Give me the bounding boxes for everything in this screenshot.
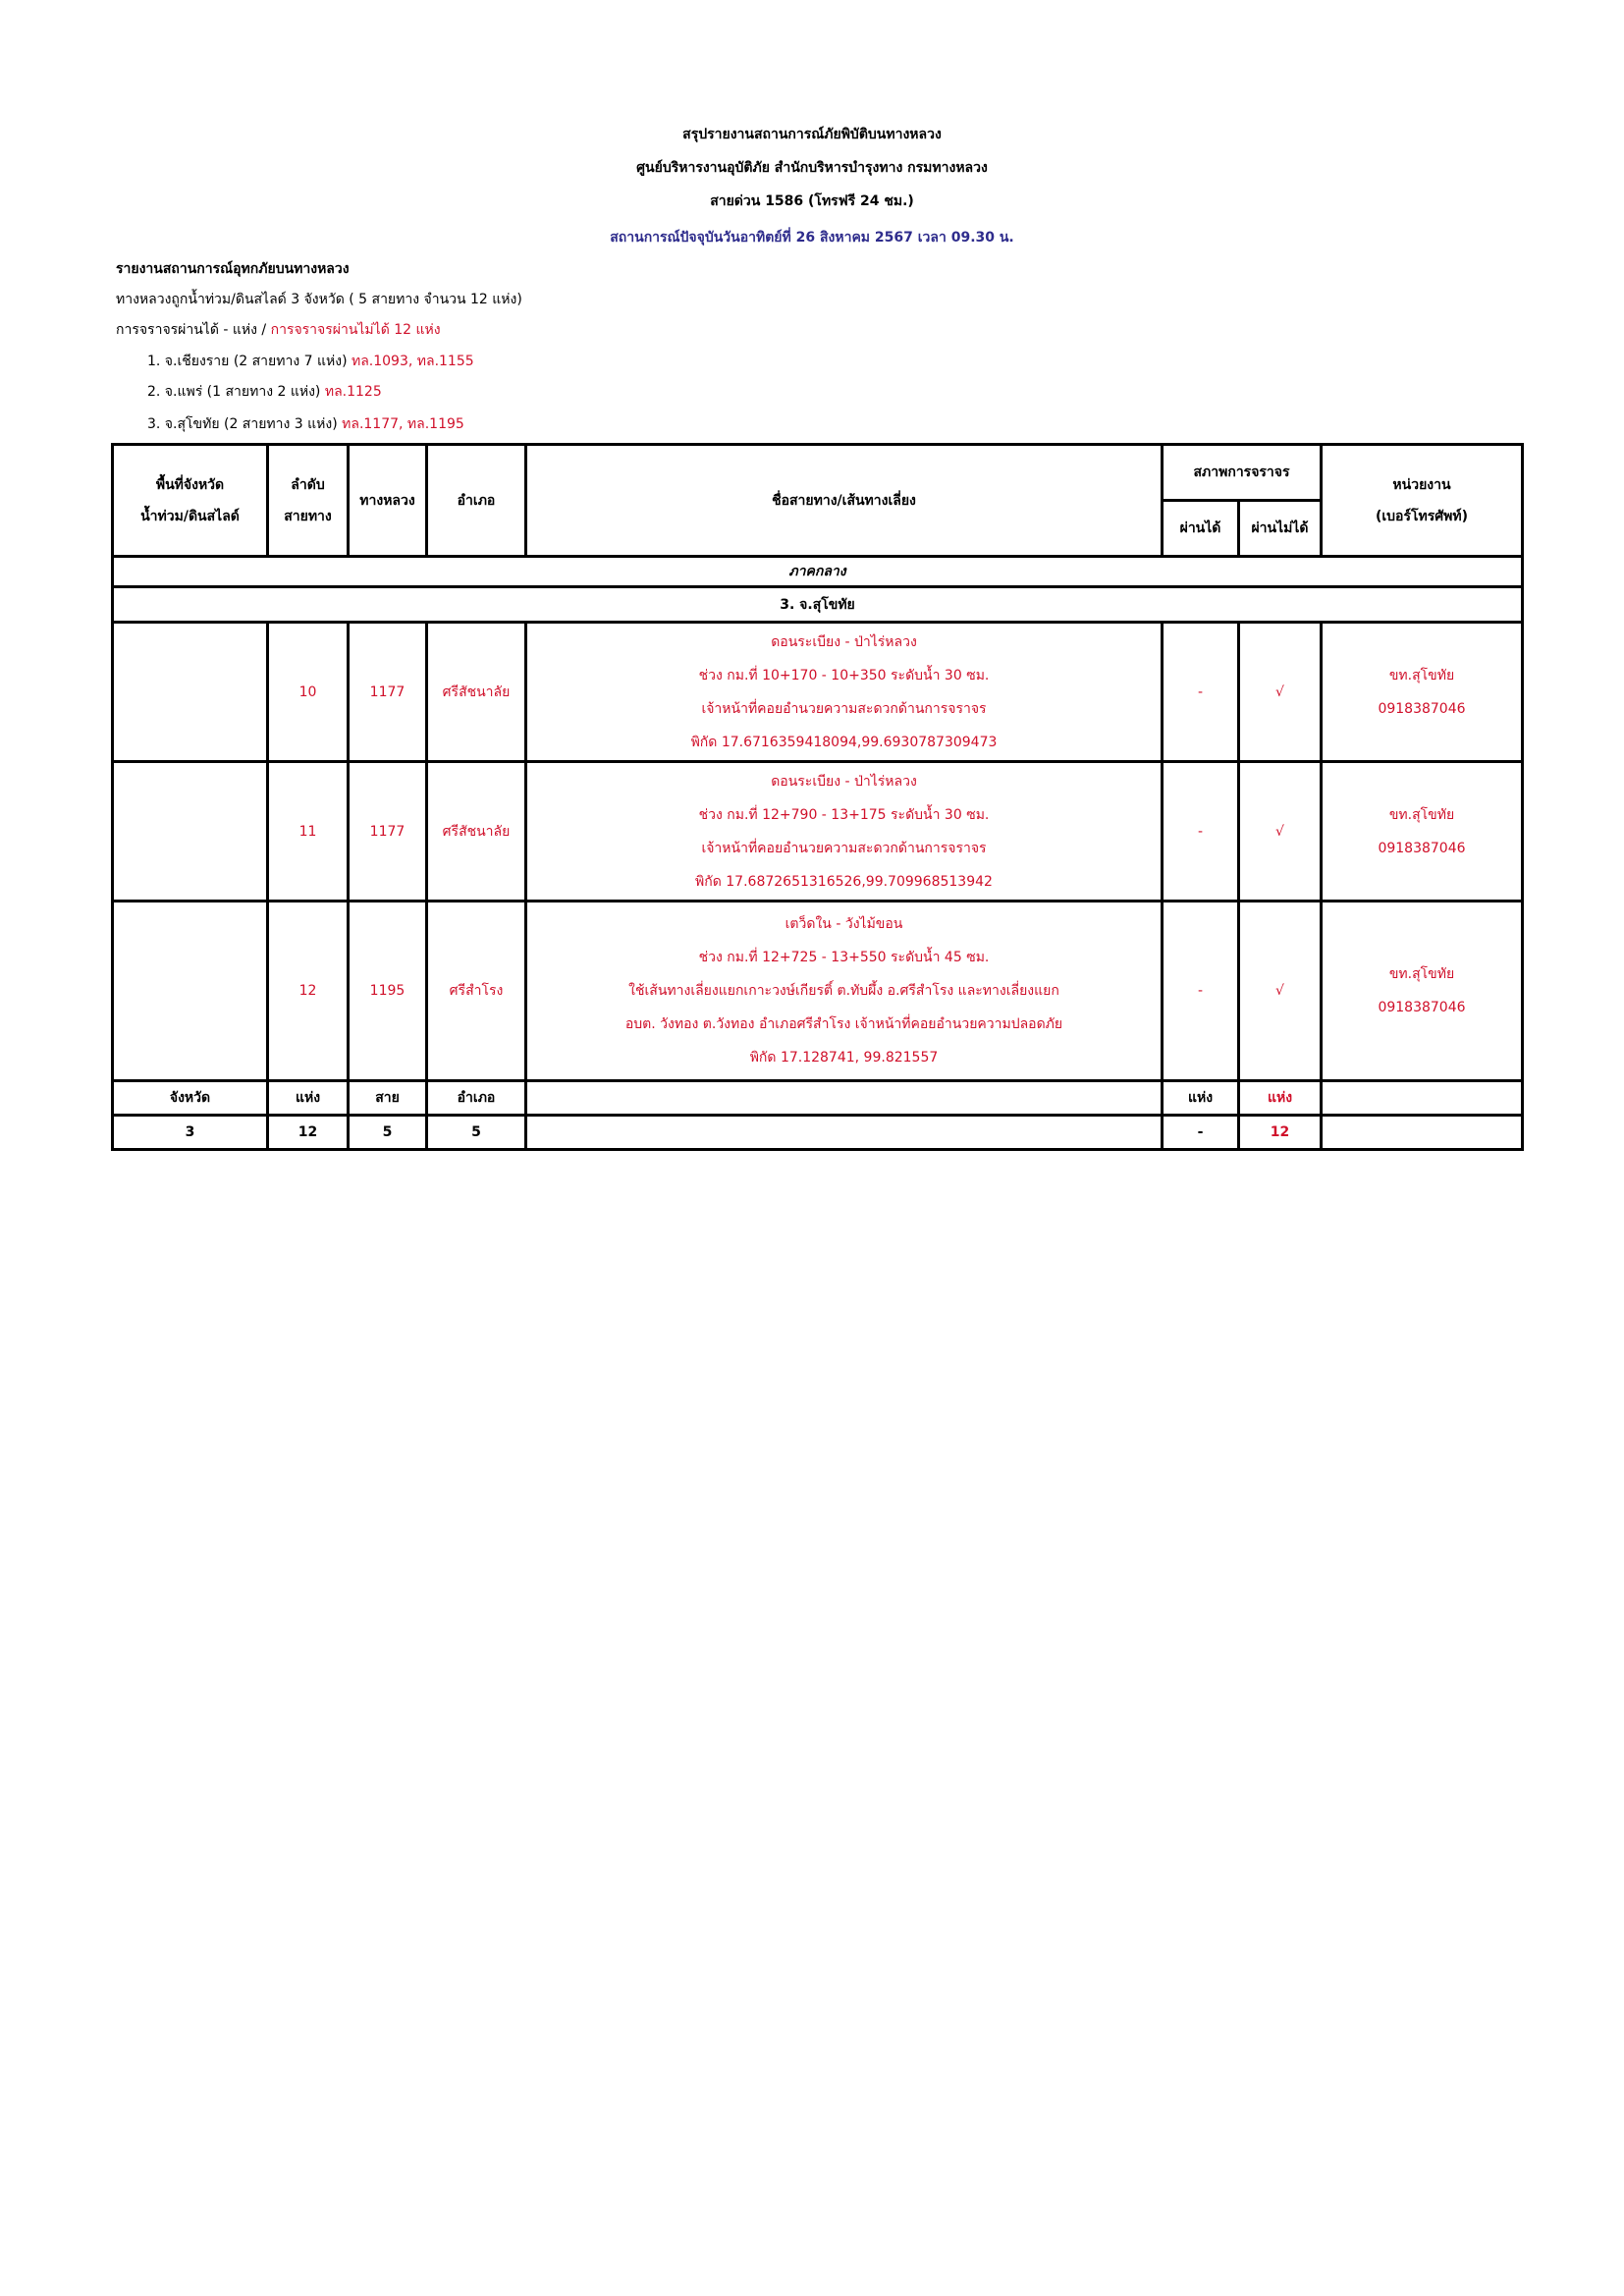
table-row (113, 762, 1523, 902)
cell-route: เตว็ดใน - วังไม้ขอน ช่วง กม.ที่ 12+725 - 13+550 ระดับน้ำ 45 ซม. ใช้เส้นทางเลี่ยงแยกเกาะวงษ์เกียรติ์ ต.ทับผึ้ง อ.ศรีสำโรง และทางเลี่ยงแยก อบต. วังทอง ต.วังทอง อำเภอศรีสำโรง เจ้าหน้าที่คอยอำนวยความปลอดภัย พิกัด 17.128741, 99.821557 (526, 902, 1163, 1081)
hotline: สายด่วน 1586 (โทรฟรี 24 ชม.) (710, 193, 914, 209)
total-label-blank (526, 1081, 1163, 1116)
cell-highway: 1177 (349, 623, 427, 762)
cell-district: ศรีสัชนาลัย (427, 623, 526, 762)
province-summary-item (147, 413, 464, 435)
cell-district: ศรีสำโรง (427, 902, 526, 1081)
cell-area (113, 762, 268, 902)
cell-district: ศรีสัชนาลัย (427, 762, 526, 902)
cell-nopass: √ (1239, 623, 1322, 762)
total-label-unit (1322, 1081, 1523, 1116)
header-seq: ลำดับ สายทาง (268, 445, 349, 557)
report-subtitle: ศูนย์บริหารงานอุบัติภัย สำนักบริหารบำรุงทาง กรมทางหลวง (636, 160, 988, 176)
total-pass: - (1163, 1116, 1239, 1150)
province-summary-roads: ทล.1125 (324, 384, 382, 400)
total-nopass: 12 (1239, 1116, 1322, 1150)
header-area: พื้นที่จังหวัด น้ำท่วม/ดินสไลด์ (113, 445, 268, 557)
cell-route: ดอนระเบียง - ป่าไร่หลวง ช่วง กม.ที่ 12+790 - 13+175 ระดับน้ำ 30 ซม. เจ้าหน้าที่คอยอำนวยความสะดวกด้านการจราจร พิกัด 17.6872651316526,99.709968513942 (526, 762, 1163, 902)
region-label: ภาคกลาง (113, 557, 1523, 587)
summary-passable: การจราจรผ่านได้ - แห่ง / (116, 322, 271, 338)
total-label-nopass: แห่ง (1239, 1081, 1322, 1116)
header-route: ชื่อสายทาง/เส้นทางเลี่ยง (526, 445, 1163, 557)
header-unit: หน่วยงาน (เบอร์โทรศัพท์) (1322, 445, 1523, 557)
province-summary-text: 1. จ.เชียงราย (2 สายทาง 7 แห่ง) (147, 354, 352, 369)
header-district: อำเภอ (427, 445, 526, 557)
cell-unit: ขท.สุโขทัย 0918387046 (1322, 902, 1523, 1081)
report-title: สรุปรายงานสถานการณ์ภัยพิบัติบนทางหลวง (682, 127, 942, 142)
total-label-routes: สาย (349, 1081, 427, 1116)
header-pass: ผ่านได้ (1163, 501, 1239, 557)
flood-report-table (111, 443, 1524, 1151)
table-row (113, 902, 1523, 1081)
total-province: 3 (113, 1116, 268, 1150)
total-routes: 5 (349, 1116, 427, 1150)
header-highway: ทางหลวง (349, 445, 427, 557)
total-blank (526, 1116, 1163, 1150)
status-datetime: สถานการณ์ปัจจุบันวันอาทิตย์ที่ 26 สิงหาคม 2567 เวลา 09.30 น. (610, 230, 1014, 246)
total-label-sites: แห่ง (268, 1081, 349, 1116)
province-row (113, 587, 1523, 623)
province-summary-item (147, 351, 474, 372)
summary-heading: รายงานสถานการณ์อุทกภัยบนทางหลวง (116, 261, 350, 277)
total-label-district: อำเภอ (427, 1081, 526, 1116)
header-nopass: ผ่านไม่ได้ (1239, 501, 1322, 557)
cell-seq: 10 (268, 623, 349, 762)
cell-route: ดอนระเบียง - ป่าไร่หลวง ช่วง กม.ที่ 10+170 - 10+350 ระดับน้ำ 30 ซม. เจ้าหน้าที่คอยอำนวยความสะดวกด้านการจราจร พิกัด 17.6716359418094,99.6930787309473 (526, 623, 1163, 762)
cell-seq: 12 (268, 902, 349, 1081)
province-summary-roads: ทล.1093, ทล.1155 (351, 354, 474, 369)
total-district: 5 (427, 1116, 526, 1150)
cell-pass: - (1163, 762, 1239, 902)
summary-affected: ทางหลวงถูกน้ำท่วม/ดินสไลด์ 3 จังหวัด ( 5 สายทาง จำนวน 12 แห่ง) (116, 292, 522, 307)
cell-highway: 1195 (349, 902, 427, 1081)
summary-impassable: การจราจรผ่านไม่ได้ 12 แห่ง (270, 322, 441, 338)
total-sites: 12 (268, 1116, 349, 1150)
cell-area (113, 902, 268, 1081)
cell-area (113, 623, 268, 762)
cell-seq: 11 (268, 762, 349, 902)
province-summary-roads: ทล.1177, ทล.1195 (342, 416, 464, 432)
totals-row (113, 1116, 1523, 1150)
cell-pass: - (1163, 902, 1239, 1081)
table-header-row (113, 445, 1523, 501)
cell-unit: ขท.สุโขทัย 0918387046 (1322, 762, 1523, 902)
total-unit (1322, 1116, 1523, 1150)
cell-highway: 1177 (349, 762, 427, 902)
cell-pass: - (1163, 623, 1239, 762)
table-row (113, 623, 1523, 762)
total-label-pass: แห่ง (1163, 1081, 1239, 1116)
region-row (113, 557, 1523, 587)
province-summary-text: 3. จ.สุโขทัย (2 สายทาง 3 แห่ง) (147, 416, 343, 432)
total-label-province: จังหวัด (113, 1081, 268, 1116)
province-summary-item (147, 381, 382, 403)
cell-nopass: √ (1239, 762, 1322, 902)
summary-traffic (116, 320, 441, 340)
province-summary-text: 2. จ.แพร่ (1 สายทาง 2 แห่ง) (147, 384, 325, 400)
cell-unit: ขท.สุโขทัย 0918387046 (1322, 623, 1523, 762)
totals-label-row (113, 1081, 1523, 1116)
header-traffic: สภาพการจราจร (1163, 445, 1322, 501)
province-label: 3. จ.สุโขทัย (113, 587, 1523, 623)
cell-nopass: √ (1239, 902, 1322, 1081)
